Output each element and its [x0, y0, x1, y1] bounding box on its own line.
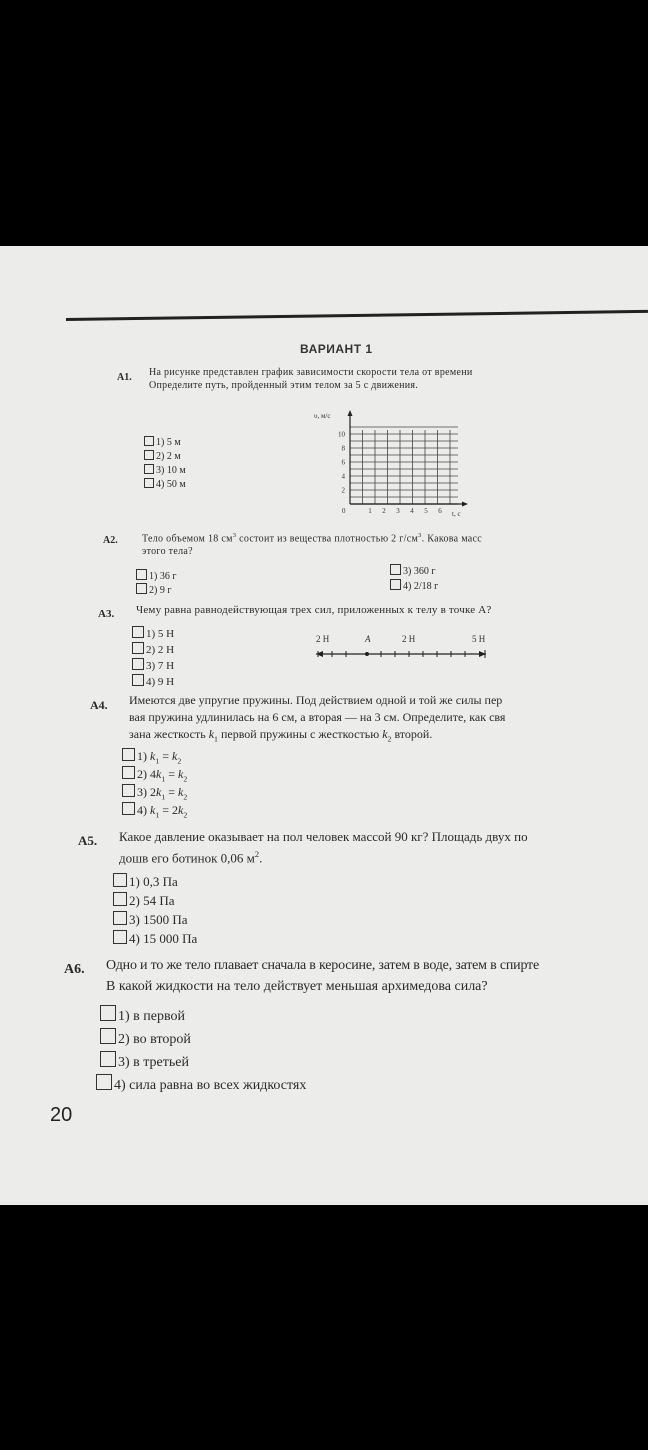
q-a1-line2: Определите путь, пройденный этим телом за 5 с движения. — [149, 380, 419, 391]
q-a2-option[interactable]: 1) 36 г — [136, 569, 176, 582]
q-a4-line1: Имеются две упругие пружины. Под действием одной и той же силы пер — [129, 693, 503, 707]
q-a5-line1: Какое давление оказывает на пол человек массой 90 кг? Площадь двух по — [119, 829, 528, 844]
q-a3-line1: Чему равна равнодействующая трех сил, приложенных к телу в точке А? — [136, 604, 492, 616]
q-a1-option[interactable]: 3) 10 м — [144, 464, 186, 476]
q-a5-option[interactable]: 3) 1500 Па — [113, 911, 188, 928]
chart-ylabel: υ, м/с — [314, 412, 331, 420]
chart-xlabel: t, с — [452, 510, 461, 518]
q-a1-option[interactable]: 2) 2 м — [144, 450, 181, 462]
x-tick-label: 5 — [424, 507, 428, 515]
q-a2-number: А2. — [103, 535, 118, 546]
y-tick-label: 4 — [341, 472, 345, 481]
q-a2-option[interactable]: 2) 9 г — [136, 583, 171, 596]
x-tick-label: 2 — [382, 507, 386, 515]
q-a2-option[interactable]: 4) 2/18 г — [390, 579, 438, 592]
variant-title: ВАРИАНТ 1 — [300, 342, 373, 356]
checkbox[interactable] — [144, 436, 154, 446]
q-a5-number: А5. — [78, 833, 98, 848]
q-a6-option[interactable]: 4) сила равна во всех жидкостях — [96, 1074, 306, 1094]
q-a3-option[interactable]: 3) 7 Н — [132, 658, 174, 672]
checkbox[interactable] — [113, 873, 127, 887]
q-a6-option[interactable]: 2) во второй — [100, 1028, 191, 1048]
q-a2-line2: этого тела? — [142, 546, 193, 557]
x-tick-label: 6 — [438, 507, 442, 515]
header-rule — [66, 310, 648, 321]
q-a5-option[interactable]: 4) 15 000 Па — [113, 930, 197, 947]
q-a4-option[interactable]: 2) $4k_1 = k_2$ — [122, 766, 187, 783]
checkbox[interactable] — [136, 583, 147, 594]
checkbox[interactable] — [100, 1005, 116, 1021]
x-axis-arrow-icon — [462, 502, 468, 507]
q-a4-line2: вая пружина удлинилась на 6 см, а вторая — на 3 см. Определите, как свя — [129, 710, 506, 724]
checkbox[interactable] — [390, 579, 401, 590]
y-tick-label: 2 — [341, 486, 345, 495]
force-label: 2 Н — [316, 634, 330, 644]
checkbox[interactable] — [113, 892, 127, 906]
checkbox[interactable] — [132, 642, 144, 654]
q-a2-option[interactable]: 3) 360 г — [390, 564, 435, 577]
worksheet-page — [0, 246, 648, 1205]
page-number: 20 — [50, 1104, 73, 1126]
force-label: 2 Н — [402, 634, 416, 644]
q-a6-number: А6. — [64, 962, 85, 977]
checkbox[interactable] — [144, 464, 154, 474]
chart-origin-label: 0 — [342, 507, 346, 515]
q-a4-line3: зана жесткость $k_1$ первой пружины с жесткостью $k_2$ второй. — [129, 727, 433, 744]
q-a3-option[interactable]: 2) 2 Н — [132, 642, 174, 656]
q-a5-option[interactable]: 1) 0,3 Па — [113, 873, 178, 890]
checkbox[interactable] — [100, 1051, 116, 1067]
checkbox[interactable] — [122, 766, 135, 779]
q-a1-number: А1. — [117, 372, 132, 383]
point-a-label: А — [365, 634, 371, 644]
force-label: 5 Н — [472, 634, 486, 644]
checkbox[interactable] — [390, 564, 401, 575]
checkbox[interactable] — [144, 478, 154, 488]
q-a4-option[interactable]: 4) $k_1 = 2k_2$ — [122, 802, 187, 819]
checkbox[interactable] — [144, 450, 154, 460]
q-a4-option[interactable]: 1) $k_1 = k_2$ — [122, 748, 181, 765]
q-a3-option[interactable]: 1) 5 Н — [132, 626, 174, 640]
checkbox[interactable] — [122, 802, 135, 815]
q-a1-option[interactable]: 1) 5 м — [144, 436, 181, 448]
q-a5-line2: дошв его ботинок 0,06 $м^2$. — [119, 849, 263, 866]
q-a6-line1: Одно и то же тело плавает сначала в керосине, затем в воде, затем в спирте — [106, 958, 539, 973]
q-a6-option[interactable]: 3) в третьей — [100, 1051, 189, 1071]
q-a1-option[interactable]: 4) 50 м — [144, 478, 186, 490]
q-a5-option[interactable]: 2) 54 Па — [113, 892, 175, 909]
checkbox[interactable] — [132, 626, 144, 638]
x-tick-label: 3 — [396, 507, 400, 515]
q-a6-option[interactable]: 1) в первой — [100, 1005, 185, 1025]
force-diagram — [310, 632, 500, 664]
checkbox[interactable] — [132, 658, 144, 670]
left-arrow-icon — [316, 651, 323, 657]
checkbox[interactable] — [136, 569, 147, 580]
checkbox[interactable] — [100, 1028, 116, 1044]
y-tick-label: 6 — [341, 458, 345, 467]
q-a4-option[interactable]: 3) $2k_1 = k_2$ — [122, 784, 187, 801]
y-tick-label: 10 — [338, 430, 345, 439]
checkbox[interactable] — [113, 930, 127, 944]
velocity-time-chart — [300, 406, 480, 521]
checkbox[interactable] — [132, 674, 144, 686]
q-a3-option[interactable]: 4) 9 Н — [132, 674, 174, 688]
checkbox[interactable] — [122, 748, 135, 761]
x-tick-label: 1 — [368, 507, 372, 515]
q-a6-line2: В какой жидкости на тело действует меньшая архимедова сила? — [106, 979, 488, 994]
point-a-dot — [365, 652, 369, 656]
y-axis-arrow-icon — [348, 410, 353, 416]
y-tick-label: 8 — [341, 444, 345, 453]
q-a3-number: А3. — [98, 608, 115, 620]
q-a1-line1: На рисунке представлен график зависимости скорости тела от времени — [149, 367, 473, 378]
q-a2-line1: Тело объемом 18 $см^3$ состоит из вещества плотностью 2 $г/см^3$. Какова масс — [142, 532, 482, 545]
checkbox[interactable] — [122, 784, 135, 797]
checkbox[interactable] — [113, 911, 127, 925]
x-tick-label: 4 — [410, 507, 414, 515]
q-a4-number: А4. — [90, 698, 108, 712]
checkbox[interactable] — [96, 1074, 112, 1090]
